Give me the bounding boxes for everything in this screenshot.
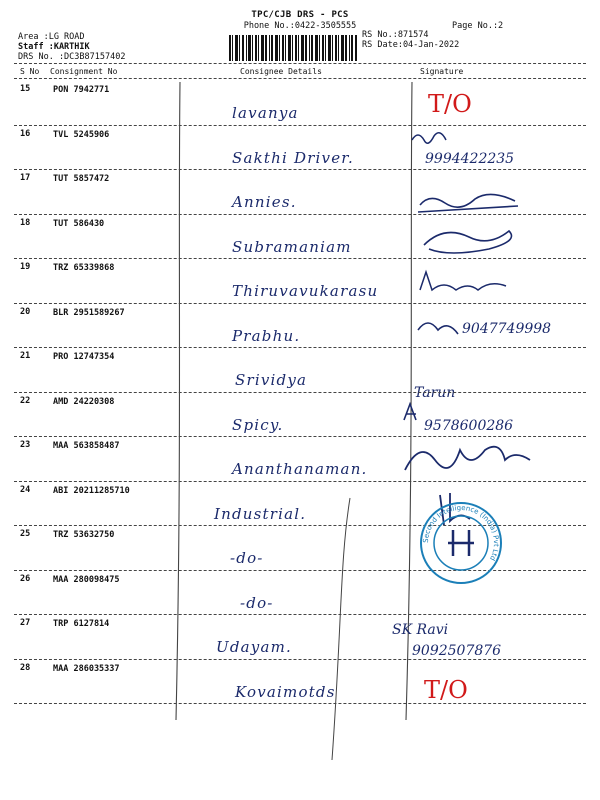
row-signature: SK Ravi (392, 622, 449, 638)
row-divider (14, 347, 586, 348)
row-consignment-number: TUT 5857472 (53, 174, 110, 184)
row-consignee-name: Udayam. (216, 638, 292, 656)
row-sno: 28 (20, 662, 31, 673)
row-divider (14, 169, 586, 170)
row-sno: 27 (20, 618, 31, 628)
row-divider (14, 703, 586, 704)
row-consignment-number: MAA 286035337 (53, 663, 120, 674)
row-signature: 9047749998 (462, 320, 552, 337)
row-sno: 19 (20, 262, 31, 272)
row-consignee-name: Prabhu. (232, 326, 301, 345)
row-consignment-number: AMD 24220308 (53, 396, 115, 407)
column-consignment: Consignment No (50, 67, 118, 76)
row-consignee-name: Ananthanaman. (232, 460, 368, 478)
row-signature: T/O (428, 90, 472, 118)
column-sno: S No (20, 67, 40, 76)
delivery-mark-row28: T/O (424, 676, 468, 704)
area-label: Area :LG ROAD (18, 32, 85, 42)
barcode-icon (229, 35, 357, 61)
row-consignee-name: Spicy. (232, 415, 284, 434)
row-consignment-number: TRZ 53632750 (53, 530, 115, 540)
phone-number: Phone No.:0422-3505555 (243, 21, 357, 31)
row-sno: 26 (20, 573, 31, 584)
column-consignee: Consignee Details (240, 67, 322, 76)
row-consignee-name: Thiruvavukarasu (232, 282, 379, 300)
rs-number: RS No.:871574 (362, 30, 429, 40)
row-divider (14, 481, 586, 482)
row-sno: 24 (20, 484, 31, 495)
row-sno: 21 (20, 351, 31, 361)
row-consignment-number: MAA 280098475 (53, 574, 120, 585)
row-divider (14, 125, 586, 126)
row-consignee-name: Srividya (235, 371, 308, 389)
row-divider (14, 214, 586, 215)
company-stamp (418, 500, 504, 586)
row-consignee-name: lavanya (232, 104, 299, 122)
drs-number: DRS No. :DC3B87157402 (18, 52, 126, 62)
row-sno: 23 (20, 440, 31, 450)
row-signature: 9994422235 (425, 150, 515, 167)
stamp-text: Second Intelligence (India) Pvt Ltd (421, 503, 501, 562)
row-consignment-number: TRZ 65339868 (53, 263, 115, 273)
staff-label: Staff :KARTHIK (18, 42, 90, 52)
column-signature: Signature (420, 67, 464, 76)
row-signature: 9092507876 (412, 642, 502, 659)
row-consignment-number: TVL 5245906 (53, 129, 110, 140)
row-consignee-name: Sakthi Driver. (232, 148, 354, 167)
document-title: TPC/CJB DRS - PCS (251, 10, 349, 20)
row-divider (14, 392, 586, 393)
rs-date: RS Date:04-Jan-2022 (362, 40, 460, 50)
row-signature: 9578600286 (424, 417, 514, 434)
row-consignment-number: MAA 563858487 (53, 441, 120, 451)
stamp-seal-icon (418, 500, 504, 586)
row-consignment-number: PRO 12747354 (53, 352, 115, 362)
row-sno: 16 (20, 128, 31, 139)
row-divider (14, 659, 586, 660)
row-divider (14, 303, 586, 304)
row-sno: 22 (20, 395, 31, 406)
row-consignee-name: Industrial. (214, 504, 307, 523)
row-consignment-number: ABI 20211285710 (53, 485, 130, 496)
row-consignee-name: Subramaniam (232, 237, 352, 256)
row-consignment-number: TRP 6127814 (53, 619, 110, 629)
row-divider (14, 258, 586, 259)
consignee-column-line (176, 82, 180, 720)
row-divider (14, 614, 586, 615)
extra-hand-line (332, 498, 350, 760)
header-divider-top (14, 63, 586, 64)
row-consignment-number: PON 7942771 (53, 85, 110, 95)
row-consignee-name: -do- (230, 549, 264, 567)
row-sno: 25 (20, 529, 31, 539)
row-consignment-number: TUT 586430 (53, 218, 105, 229)
row-sno: 15 (20, 84, 31, 94)
row-consignment-number: BLR 2951589267 (53, 307, 125, 318)
row-consignee-name: Annies. (232, 193, 297, 211)
page-number: Page No.:2 (452, 21, 504, 31)
header-divider-bottom (14, 78, 586, 79)
row-signature: Tarun (414, 385, 456, 401)
row-sno: 17 (20, 173, 31, 183)
row-consignee-name: -do- (240, 593, 274, 612)
row-sno: 20 (20, 306, 31, 317)
row-sno: 18 (20, 217, 31, 228)
row-consignee-name: Kovaimotds (235, 682, 336, 701)
row-divider (14, 436, 586, 437)
